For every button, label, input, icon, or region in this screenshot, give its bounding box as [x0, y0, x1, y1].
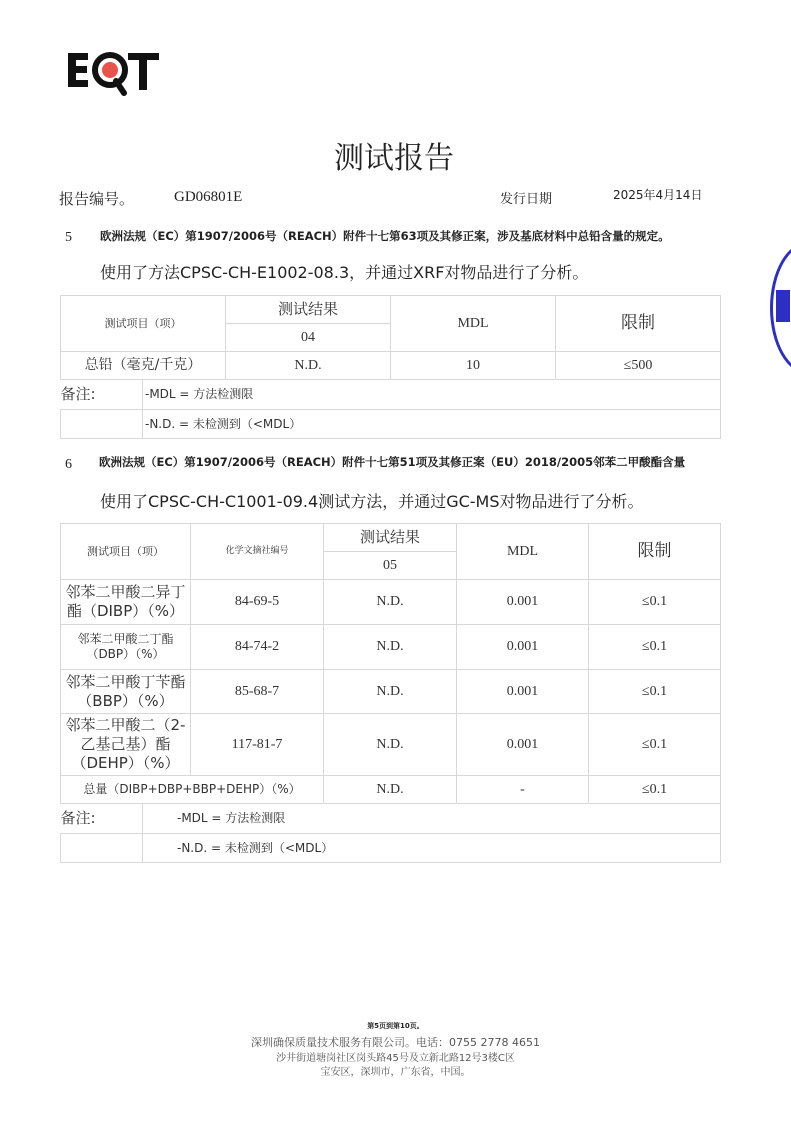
cell-item: 邻苯二甲酸二（2-乙基己基）酯（DEHP）（%） — [61, 714, 191, 776]
footer-company: 深圳确保质量技术服务有限公司。电话：0755 2778 4651 — [251, 1036, 540, 1049]
table-row — [61, 580, 721, 625]
cell-result: N.D. — [324, 670, 457, 714]
cell-mdl: 0.001 — [457, 580, 589, 625]
issue-date-label: 发行日期 — [500, 192, 553, 207]
cell-result: N.D. — [324, 580, 457, 625]
company-stamp — [770, 242, 791, 374]
cell-limit: ≤500 — [556, 352, 721, 380]
cell-item: 邻苯二甲酸二异丁酯（DIBP）（%） — [61, 580, 191, 625]
page-number: 第5页到第10页。 — [367, 1022, 424, 1030]
phthalate-results-table — [60, 523, 721, 863]
header-item: 测试项目（项） — [61, 524, 191, 580]
header-limit: 限制 — [589, 524, 721, 580]
header-item: 测试项目（项） — [61, 296, 226, 352]
method-description: 使用了方法CPSC-CH-E1002-08.3，并通过XRF对物品进行了分析。 — [100, 263, 589, 282]
cell-limit: ≤0.1 — [589, 625, 721, 670]
note-mdl: -MDL = 方法检测限 — [143, 804, 721, 834]
cell-result: N.D. — [226, 352, 391, 380]
notes-label: 备注: — [61, 380, 143, 410]
cell-cas: 85-68-7 — [191, 670, 324, 714]
header-sample: 04 — [226, 324, 391, 352]
footer-address-2: 宝安区，深圳市，广东省，中国。 — [320, 1067, 471, 1078]
header-result: 测试结果 — [324, 524, 457, 552]
cell-item: 总量（DIBP+DBP+BBP+DEHP）（%） — [61, 776, 324, 804]
cell-item: 总铅（毫克/千克） — [61, 352, 226, 380]
cell-result: N.D. — [324, 776, 457, 804]
lead-results-table — [60, 295, 721, 439]
cell-item: 邻苯二甲酸丁苄酯（BBP）（%） — [61, 670, 191, 714]
footer-address-1: 沙井街道塘岗社区岗头路45号及立新北路12号3楼C区 — [276, 1053, 515, 1064]
cell-mdl: - — [457, 776, 589, 804]
table-row — [61, 625, 721, 670]
cell-cas: 84-74-2 — [191, 625, 324, 670]
cell-mdl: 0.001 — [457, 625, 589, 670]
section-heading: 欧洲法规（EC）第1907/2006号（REACH）附件十七第63项及其修正案，涉及基底材料中总铅含量的规定。 — [100, 229, 670, 243]
note-nd: -N.D. = 未检测到（<MDL） — [143, 834, 721, 863]
issue-date: 2025年4月14日 — [613, 188, 703, 202]
notes-label: 备注: — [61, 804, 143, 834]
cell-result: N.D. — [324, 625, 457, 670]
method-description: 使用了CPSC-CH-C1001-09.4测试方法，并通过GC-MS对物品进行了分析。 — [100, 492, 644, 511]
cell-mdl: 0.001 — [457, 670, 589, 714]
note-mdl: -MDL = 方法检测限 — [143, 380, 721, 410]
cell-result: N.D. — [324, 714, 457, 776]
header-limit: 限制 — [556, 296, 721, 352]
cell-limit: ≤0.1 — [589, 580, 721, 625]
cell-limit: ≤0.1 — [589, 670, 721, 714]
table-row — [61, 352, 721, 380]
header-result: 测试结果 — [226, 296, 391, 324]
section-heading: 欧洲法规（EC）第1907/2006号（REACH）附件十七第51项及其修正案（EU）2018/2005邻苯二甲酸酯含量 — [99, 455, 686, 469]
report-number-label: 报告编号。 — [59, 190, 135, 208]
section-number: 5 — [65, 230, 72, 245]
cell-cas: 117-81-7 — [191, 714, 324, 776]
header-sample: 05 — [324, 552, 457, 580]
header-mdl: MDL — [457, 524, 589, 580]
eqt-logo — [68, 50, 163, 100]
cell-limit: ≤0.1 — [589, 714, 721, 776]
report-number: GD06801E — [174, 189, 243, 205]
table-row — [61, 714, 721, 776]
cell-item: 邻苯二甲酸二丁酯（DBP）（%） — [61, 625, 191, 670]
cell-cas: 84-69-5 — [191, 580, 324, 625]
total-row — [61, 776, 721, 804]
cell-mdl: 10 — [391, 352, 556, 380]
table-row — [61, 670, 721, 714]
section-number: 6 — [65, 457, 72, 472]
cell-limit: ≤0.1 — [589, 776, 721, 804]
cell-mdl: 0.001 — [457, 714, 589, 776]
page-title: 测试报告 — [334, 141, 454, 176]
header-cas: 化学文摘社编号 — [191, 524, 324, 580]
note-nd: -N.D. = 未检测到（<MDL） — [143, 410, 721, 439]
header-mdl: MDL — [391, 296, 556, 352]
